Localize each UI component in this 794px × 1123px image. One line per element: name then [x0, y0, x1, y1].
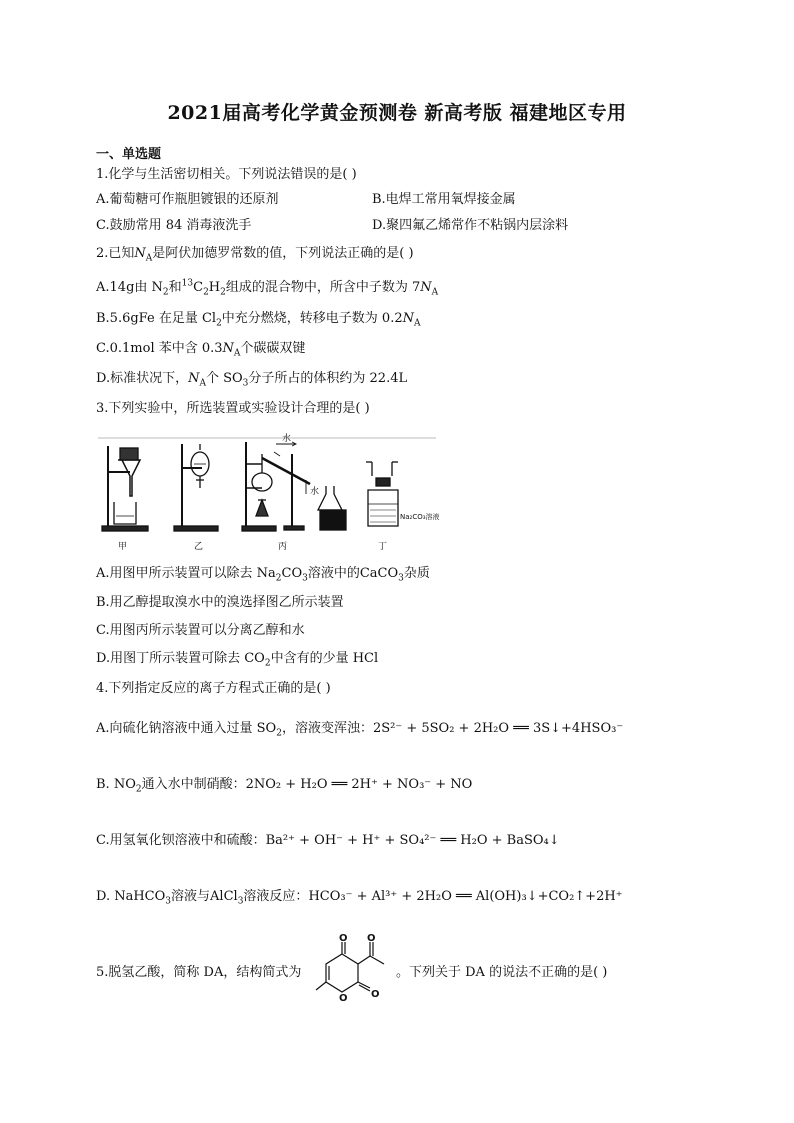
q2-option-c: C.0.1mol 苯中含 $0.3N_A$个碳碳双键 — [96, 341, 306, 359]
oxygen-atom-label: O — [339, 933, 348, 944]
oxygen-atom-label: O — [371, 989, 380, 1000]
apparatus-ding — [366, 462, 398, 526]
q3-option-b: B.用乙醇提取溴水中的溴选择图乙所示装置 — [96, 595, 344, 610]
q1-option-c: C.鼓励常用 84 消毒液洗手 — [96, 218, 252, 233]
label-jia: 甲 — [118, 542, 128, 552]
q5-stem-start: 5.脱氢乙酸，简称 DA，结构简式为 — [96, 965, 302, 980]
apparatus-yi — [174, 444, 218, 531]
q2-option-d: D.标准状况下，$N_A$个 $SO_3$分子所占的体积约为 22.4L — [96, 371, 408, 389]
q1-option-a: A.葡萄糖可作瓶胆镀银的还原剂 — [96, 192, 279, 207]
label-yi: 乙 — [194, 542, 204, 552]
q4-option-c: C.用氢氧化钡溶液中和硫酸：Ba²⁺ + OH⁻ + H⁺ + SO₄²⁻ ══ H₂O + BaSO₄↓ — [96, 833, 560, 848]
q2-option-b: B.5.6gFe 在足量 $Cl_2$中充分燃烧，转移电子数为 $0.2N_A$ — [96, 311, 421, 329]
oxygen-atom-label: O — [339, 993, 348, 1004]
oxygen-atom-label: O — [367, 933, 376, 944]
q4-stem: 4.下列指定反应的离子方程式正确的是( ) — [96, 681, 331, 696]
q4-option-d: D. NaHCO$_3$溶液与AlCl$_3$溶液反应：HCO₃⁻ + Al³⁺ + 2H₂O ══ Al(OH)₃↓+CO₂↑+2H⁺ — [96, 889, 623, 907]
dehydroacetic-acid-structure — [312, 932, 394, 1008]
q1-option-b: B.电焊工常用氧焊接金属 — [372, 192, 516, 207]
receiving-flask — [318, 486, 346, 530]
apparatus-figure — [96, 432, 441, 554]
section-heading: 一、单选题 — [96, 147, 162, 162]
q3-option-c: C.用图丙所示装置可以分离乙醇和水 — [96, 623, 305, 638]
q4-option-a: A.向硫化钠溶液中通入过量 $SO_2$，溶液变浑浊：2S²⁻ + 5SO₂ + 2H₂O ══ 3S↓+4HSO₃⁻ — [96, 721, 624, 739]
q3-option-a: A.用图甲所示装置可以除去 $Na_2CO_3$溶液中的CaCO$_3$杂质 — [96, 566, 430, 584]
apparatus-diagram — [96, 432, 441, 554]
apparatus-jia — [102, 446, 148, 531]
q2-option-a: A.14g由 $N_2$和$^{13}C_2H_2$组成的混合物中，所含中子数为 $7N_A$ — [96, 278, 439, 298]
q3-stem: 3.下列实验中，所选装置或实验设计合理的是( ) — [96, 401, 370, 416]
q2-stem: 2.已知$N_A$是阿伏加德罗常数的值，下列说法正确的是( ) — [96, 246, 414, 264]
q5-stem-end: 。下列关于 DA 的说法不正确的是( ) — [396, 965, 608, 980]
water-label-side: 水 — [310, 487, 320, 497]
q3-option-d: D.用图丁所示装置可除去 $CO_2$中含有的少量 HCl — [96, 651, 379, 669]
apparatus-bing — [242, 442, 310, 531]
water-label-top: 水 — [282, 434, 292, 444]
label-ding: 丁 — [378, 542, 388, 552]
q1-stem: 1.化学与生活密切相关。下列说法错误的是( ) — [96, 167, 357, 182]
document-title: 2021届高考化学黄金预测卷 新高考版 福建地区专用 — [167, 102, 627, 124]
q1-option-d: D.聚四氟乙烯常作不粘锅内层涂料 — [372, 218, 569, 233]
na2co3-solution-label: Na₂CO₃溶液 — [400, 513, 440, 521]
q4-option-b: B. $NO_2$通入水中制硝酸：2NO₂ + H₂O ══ 2H⁺ + NO₃⁻ + NO — [96, 777, 473, 795]
label-bing: 丙 — [278, 542, 288, 552]
